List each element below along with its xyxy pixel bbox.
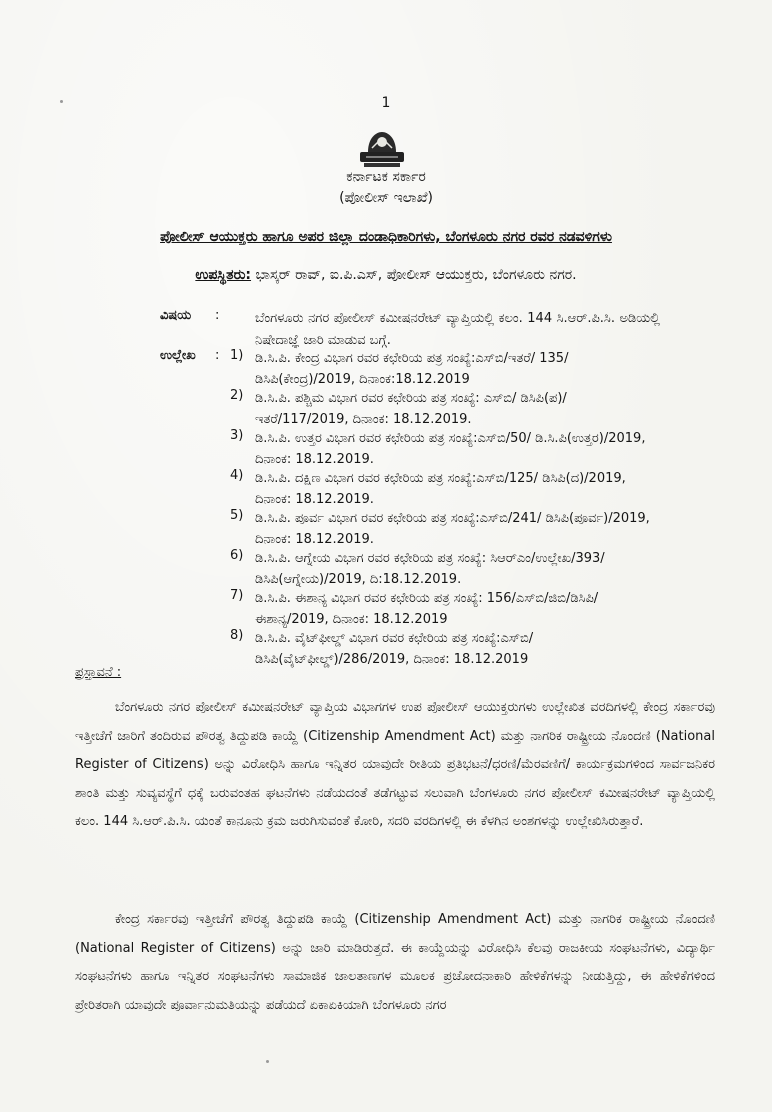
- subject-text: ಬೆಂಗಳೂರು ನಗರ ಪೋಲೀಸ್ ಕಮೀಷನರೇಟ್ ವ್ಯಾಪ್ತಿಯಲ್ಲಿ ಕಲಂ. 144 ಸಿ.ಆರ್.ಪಿ.ಸಿ. ಅಡಿಯಲ್ಲಿ ನಿಷೇದಾಜ್ಞೆ ಜಾರಿ ಮಾಡುವ ಬಗ್ಗೆ.: [255, 311, 660, 348]
- government-emblem-icon: [358, 126, 406, 170]
- reference-item: ಡಿ.ಸಿ.ಪಿ. ಉತ್ತರ ವಿಭಾಗ ರವರ ಕಛೇರಿಯ ಪತ್ರ ಸಂಖ್ಯೆ:ಎಸ್‌ಬಿ/50/ ಡಿ.ಸಿ.ಪಿ(ಉತ್ತರ)/2019, ದಿನಾಂಕ: 18.12.2019.: [255, 431, 646, 467]
- scan-speck: [60, 100, 63, 103]
- reference-number: 3): [230, 428, 244, 443]
- present-text: ಭಾಸ್ಕರ್ ರಾವ್, ಐ.ಪಿ.ಎಸ್, ಪೋಲೀಸ್ ಆಯುಕ್ತರು, ಬೆಂಗಳೂರು ನಗರ.: [251, 267, 577, 283]
- subject-label: ವಿಷಯ: [160, 308, 192, 323]
- subject-colon: :: [215, 308, 220, 323]
- scan-speck: [266, 1060, 269, 1063]
- reference-number: 1): [230, 348, 244, 363]
- department-name: (ಪೋಲೀಸ್ ಇಲಾಖೆ): [339, 190, 433, 206]
- proceedings-title: ಪೋಲೀಸ್ ಆಯುಕ್ತರು ಹಾಗೂ ಅಪರ ಜಿಲ್ಲಾ ದಂಡಾಧಿಕಾರಿಗಳು, ಬೆಂಗಳೂರು ನಗರ ರವರ ನಡವಳಿಗಳು: [160, 229, 612, 245]
- reference-item: ಡಿ.ಸಿ.ಪಿ. ವೈಟ್‌ಫೀಲ್ಡ್ ವಿಭಾಗ ರವರ ಕಛೇರಿಯ ಪತ್ರ ಸಂಖ್ಯೆ:ಎಸ್‌ಬಿ/ಡಿಸಿಪಿ(ವೈಟ್‌ಫೀಲ್ಡ್)/286/2019, ದಿನಾಂಕ: 18.12.2019: [255, 631, 534, 667]
- paragraph-text: ಕೇಂದ್ರ ಸರ್ಕಾರವು ಇತ್ತೀಚೆಗೆ ಪೌರತ್ವ ತಿದ್ದುಪಡಿ ಕಾಯ್ದೆ (Citizenship Amendment Act) ಮತ್ತು ನಾಗರಿಕ ರಾಷ್ಟ್ರೀಯ ನೊಂದಣಿ (National Register of Citizens) ಅನ್ನು ಜಾರಿ ಮಾಡಿರುತ್ತದೆ. ಈ ಕಾಯ್ದೆಯನ್ನು ವಿರೋಧಿಸಿ ಕೆಲವು ರಾಜಕೀಯ ಸಂಘಟನೆಗಳು, ವಿದ್ಯಾರ್ಥಿ ಸಂಘಟನೆಗಳು ಹಾಗೂ ಇನ್ನಿತರ ಸಂಘಟನೆಗಳು ಸಾಮಾಜಿಕ ಜಾಲತಾಣಗಳ ಮೂಲಕ ಪ್ರಚೋದನಾಕಾರಿ ಹೇಳಿಕೆಗಳನ್ನು ನೀಡುತ್ತಿದ್ದು, ಈ ಹೇಳಿಕೆಗಳಿಂದ ಪ್ರೇರಿತರಾಗಿ ಯಾವುದೇ ಪೂರ್ವಾನುಮತಿಯನ್ನು ಪಡೆಯದೆ ಏಕಾಏಕಿಯಾಗಿ ಬೆಂಗಳೂರು ನಗರ: [75, 912, 715, 1013]
- reference-item: ಡಿ.ಸಿ.ಪಿ. ಕೇಂದ್ರ ವಿಭಾಗ ರವರ ಕಛೇರಿಯ ಪತ್ರ ಸಂಖ್ಯೆ:ಎಸ್‌ಬಿ/ಇತರೆ/ 135/ಡಿಸಿಪಿ(ಕೇಂದ್ರ)/2019, ದಿನಾಂಕ:18.12.2019: [255, 351, 569, 387]
- reference-item: ಡಿ.ಸಿ.ಪಿ. ಪೂರ್ವ ವಿಭಾಗ ರವರ ಕಛೇರಿಯ ಪತ್ರ ಸಂಖ್ಯೆ:ಎಸ್‌ಬಿ/241/ ಡಿಸಿಪಿ(ಪೂರ್ವ)/2019, ದಿನಾಂಕ: 18.12.2019.: [255, 511, 650, 547]
- reference-colon: :: [215, 348, 220, 363]
- reference-number: 7): [230, 588, 244, 603]
- reference-item: ಡಿ.ಸಿ.ಪಿ. ಈಶಾನ್ಯ ವಿಭಾಗ ರವರ ಕಛೇರಿಯ ಪತ್ರ ಸಂಖ್ಯೆ: 156/ಎಸ್‌ಬಿ/ಜಿಬಿ/ಡಿಸಿಪಿ/ಈಶಾನ್ಯ/2019, ದಿನಾಂಕ: 18.12.2019: [255, 591, 599, 627]
- reference-number: 2): [230, 388, 244, 403]
- body-paragraph: [75, 694, 715, 837]
- reference-number: 4): [230, 468, 244, 483]
- preamble-heading: ಪ್ರಸ್ತಾವನೆ :: [75, 665, 122, 680]
- reference-item: ಡಿ.ಸಿ.ಪಿ. ದಕ್ಷಿಣ ವಿಭಾಗ ರವರ ಕಛೇರಿಯ ಪತ್ರ ಸಂಖ್ಯೆ:ಎಸ್‌ಬಿ/125/ ಡಿಸಿಪಿ(ದ)/2019, ದಿನಾಂಕ: 18.12.2019.: [255, 471, 626, 507]
- reference-item: ಡಿ.ಸಿ.ಪಿ. ಆಗ್ನೇಯ ವಿಭಾಗ ರವರ ಕಛೇರಿಯ ಪತ್ರ ಸಂಖ್ಯೆ: ಸಿಆರ್‌ಎಂ/ಉಲ್ಲೇಖ/393/ಡಿಸಿಪಿ(ಆಗ್ನೇಯ)/2019, ದಿ:18.12.2019.: [255, 551, 605, 587]
- body-paragraph: [75, 906, 715, 1020]
- present-line: [0, 267, 772, 283]
- reference-label: ಉಲ್ಲೇಖ: [160, 348, 196, 363]
- reference-number: 5): [230, 508, 244, 523]
- reference-item: ಡಿ.ಸಿ.ಪಿ. ಪಶ್ಚಿಮ ವಿಭಾಗ ರವರ ಕಛೇರಿಯ ಪತ್ರ ಸಂಖ್ಯೆ: ಎಸ್‌ಬಿ/ ಡಿಸಿಪಿ(ಪ)/ಇತರೆ/117/2019, ದಿನಾಂಕ: 18.12.2019.: [255, 391, 567, 427]
- reference-number: 8): [230, 628, 244, 643]
- government-name: ಕರ್ನಾಟಕ ಸರ್ಕಾರ: [346, 169, 426, 185]
- present-label: ಉಪಸ್ಥಿತರು:: [195, 267, 252, 283]
- paragraph-text: ಬೆಂಗಳೂರು ನಗರ ಪೋಲೀಸ್ ಕಮೀಷನರೇಟ್ ವ್ಯಾಪ್ತಿಯ ವಿಭಾಗಗಳ ಉಪ ಪೋಲೀಸ್ ಆಯುಕ್ತರುಗಳು ಉಲ್ಲೇಖಿತ ವರದಿಗಳಲ್ಲಿ ಕೇಂದ್ರ ಸರ್ಕಾರವು ಇತ್ತೀಚೆಗೆ ಜಾರಿಗೆ ತಂದಿರುವ ಪೌರತ್ವ ತಿದ್ದುಪಡಿ ಕಾಯ್ದೆ (Citizenship Amendment Act) ಮತ್ತು ನಾಗರಿಕ ರಾಷ್ಟ್ರೀಯ ನೊಂದಣಿ (National Register of Citizens) ಅನ್ನು ವಿರೋಧಿಸಿ ಹಾಗೂ ಇನ್ನಿತರ ಯಾವುದೇ ರೀತಿಯ ಪ್ರತಿಭಟನೆ/ಧರಣಿ/ಮೆರವಣಿಗೆ/ ಕಾರ್ಯಕ್ರಮಗಳಿಂದ ಸಾರ್ವಜನಿಕರ ಶಾಂತಿ ಮತ್ತು ಸುವ್ಯವಸ್ಥೆಗೆ ಧಕ್ಕೆ ಬರುವಂತಹ ಘಟನೆಗಳು ನಡೆಯದಂತೆ ತಡೆಗಟ್ಟುವ ಸಲುವಾಗಿ ಬೆಂಗಳೂರು ನಗರ ಪೋಲೀಸ್ ಕಮೀಷನರೇಟ್ ವ್ಯಾಪ್ತಿಯಲ್ಲಿ ಕಲಂ. 144 ಸಿ.ಆರ್.ಪಿ.ಸಿ. ಯಂತೆ ಕಾನೂನು ಕ್ರಮ ಜರುಗಿಸುವಂತೆ ಕೋರಿ, ಸದರಿ ವರದಿಗಳಲ್ಲಿ ಈ ಕೆಳಗಿನ ಅಂಶಗಳನ್ನು ಉಲ್ಲೇಖಿಸಿರುತ್ತಾರೆ.: [75, 700, 715, 830]
- page-number: 1: [381, 95, 391, 111]
- reference-number: 6): [230, 548, 244, 563]
